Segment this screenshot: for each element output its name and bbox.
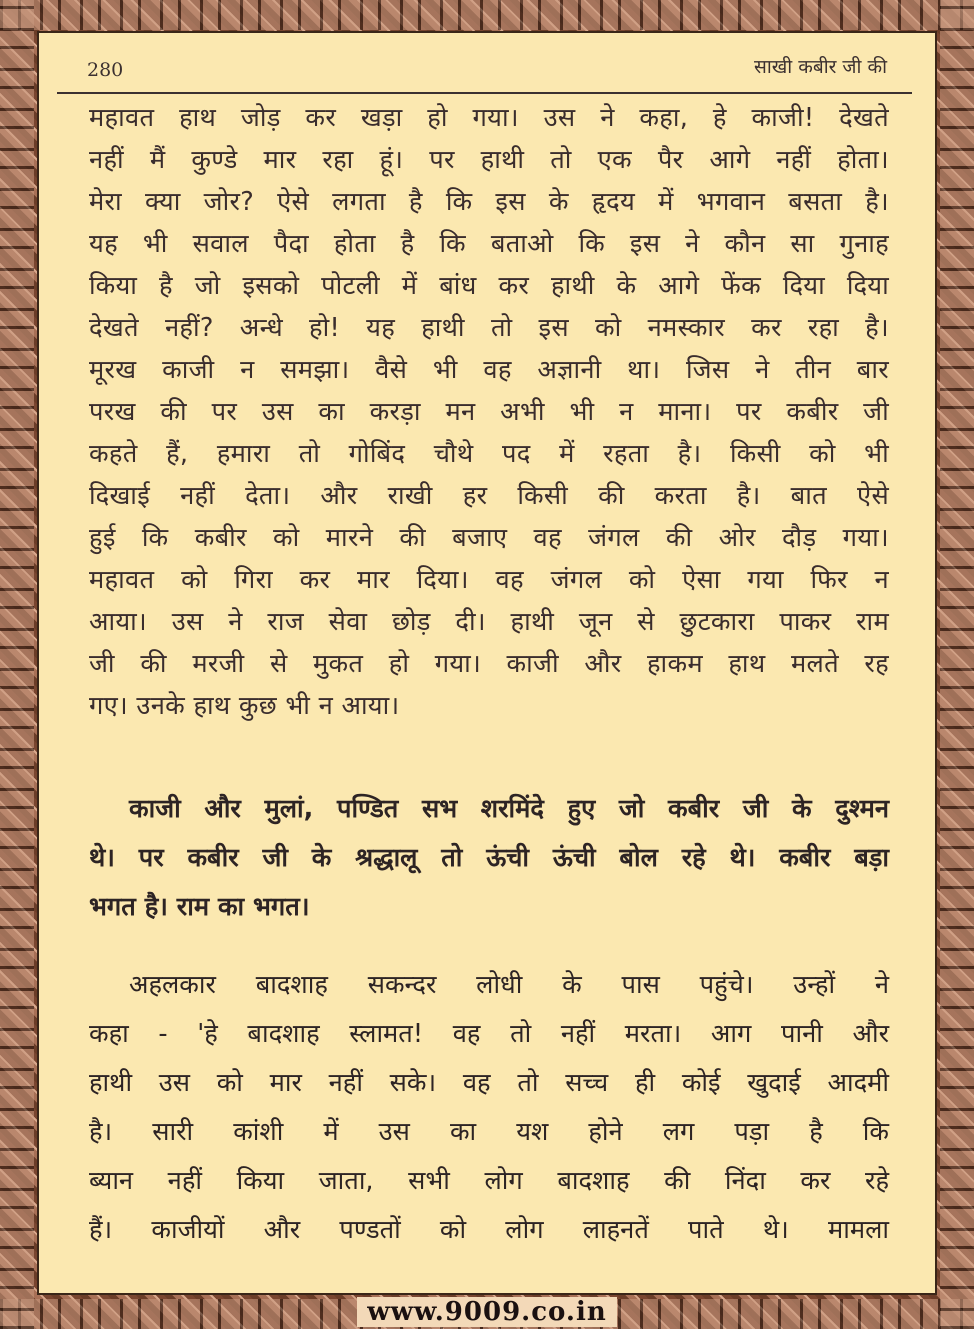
text-line: अहलकार बादशाह सकन्दर लोधी के पास पहुंचे। उन्हों ने bbox=[129, 970, 889, 1000]
text-line: ब्यान नहीं किया जाता, सभी लोग बादशाह की निंदा कर रहे bbox=[89, 1166, 889, 1196]
text-line: है। सारी कांशी में उस का यश होने लग पड़ा है कि bbox=[89, 1117, 889, 1147]
text-line: आया। उस ने राज सेवा छोड़ दी। हाथी जून से छुटकारा पाकर राम bbox=[89, 607, 889, 637]
footer bbox=[0, 1295, 974, 1329]
page-number: 280 bbox=[87, 59, 124, 81]
running-head: साखी कबीर जी की bbox=[753, 56, 887, 78]
text-line: किया है जो इसको पोटली में बांध कर हाथी के आगे फेंक दिया दिया bbox=[89, 271, 889, 301]
text-line: परख की पर उस का करड़ा मन अभी भी न माना। पर कबीर जी bbox=[89, 397, 889, 427]
text-line: हाथी उस को मार नहीं सके। वह तो सच्च ही कोई खुदाई आदमी bbox=[89, 1068, 889, 1098]
paragraph-2 bbox=[89, 785, 889, 932]
text-line: मेरा क्या जोर? ऐसे लगता है कि इस के हृदय में भगवान बसता है। bbox=[89, 187, 889, 217]
frame-border-left bbox=[0, 0, 34, 1329]
text-line: गए। उनके हाथ कुछ भी न आया। bbox=[89, 691, 400, 721]
paragraph-3 bbox=[89, 961, 889, 1255]
paragraph-1 bbox=[89, 97, 889, 727]
text-line: हैं। काजीयों और पण्डतों को लोग लाहनतें पाते थे। मामला bbox=[89, 1215, 889, 1245]
text-line: दिखाई नहीं देता। और राखी हर किसी की करता है। बात ऐसे bbox=[89, 481, 889, 511]
text-line: कहा - 'हे बादशाह स्लामत! वह तो नहीं मरता। आग पानी और bbox=[89, 1019, 889, 1049]
text-line: थे। पर कबीर जी के श्रद्धालू तो ऊंची ऊंची बोल रहे थे। कबीर बड़ा bbox=[89, 843, 889, 873]
text-line: कहते हैं, हमारा तो गोबिंद चौथे पद में रहता है। किसी को भी bbox=[89, 439, 889, 469]
text-line: जी की मरजी से मुकत हो गया। काजी और हाकम हाथ मलते रह bbox=[89, 649, 889, 679]
text-line: काजी और मुलां, पण्डित सभ शरमिंदे हुए जो कबीर जी के दुश्मन bbox=[129, 794, 889, 824]
frame-border-top bbox=[0, 0, 974, 30]
text-line: नहीं मैं कुण्डे मार रहा हूं। पर हाथी तो एक पैर आगे नहीं होता। bbox=[89, 145, 889, 175]
text-line: यह भी सवाल पैदा होता है कि बताओ कि इस ने कौन सा गुनाह bbox=[89, 229, 889, 259]
text-line: देखते नहीं? अन्धे हो! यह हाथी तो इस को नमस्कार कर रहा है। bbox=[89, 313, 889, 343]
website-url[interactable]: www.9009.co.in bbox=[357, 1297, 617, 1327]
text-line: मूरख काजी न समझा। वैसे भी वह अज्ञानी था। जिस ने तीन बार bbox=[89, 355, 889, 385]
frame-border-right bbox=[940, 0, 974, 1329]
book-page bbox=[37, 31, 937, 1295]
header-rule bbox=[57, 92, 912, 94]
text-line: हुई कि कबीर को मारने की बजाए वह जंगल की ओर दौड़ गया। bbox=[89, 523, 889, 553]
text-line: महावत को गिरा कर मार दिया। वह जंगल को ऐसा गया फिर न bbox=[89, 565, 889, 595]
text-line: भगत है। राम का भगत। bbox=[89, 892, 310, 922]
text-line: महावत हाथ जोड़ कर खड़ा हो गया। उस ने कहा, हे काजी! देखते bbox=[89, 103, 889, 133]
